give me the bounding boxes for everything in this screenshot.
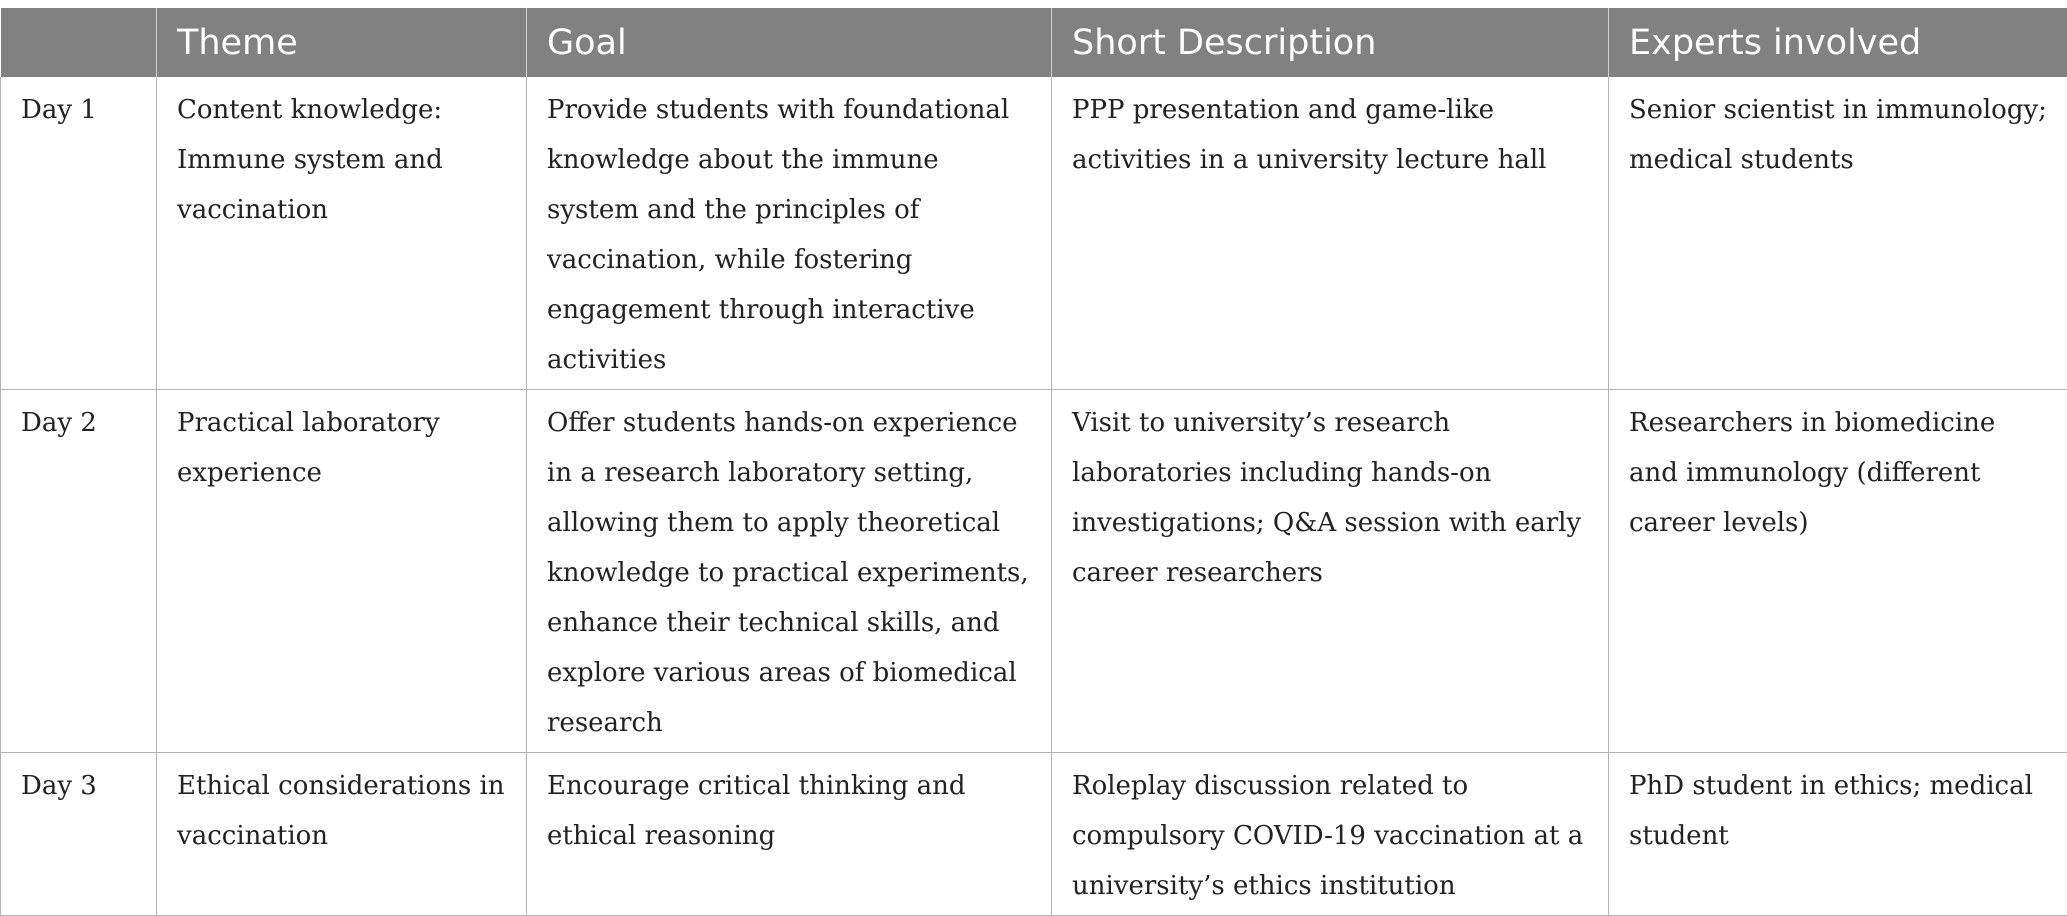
header-goal: Goal [527,8,1052,77]
program-table-container [0,8,2067,916]
table-row [1,753,2067,916]
cell-experts: Senior scientist in immunology; medical students [1609,77,2067,390]
cell-experts: Researchers in biomedicine and immunology (different career levels) [1609,390,2067,753]
header-experts-involved: Experts involved [1609,8,2067,77]
table-row [1,77,2067,390]
cell-goal: Provide students with foundational knowledge about the immune system and the principles of vaccination, while fostering engagement through interactive activities [527,77,1052,390]
cell-description: PPP presentation and game-like activities in a university lecture hall [1052,77,1609,390]
table-row [1,390,2067,753]
header-short-description: Short Description [1052,8,1609,77]
cell-theme: Ethical considerations in vaccination [157,753,527,916]
header-day [1,8,157,77]
cell-description: Roleplay discussion related to compulsory COVID-19 vaccination at a university’s ethics institution [1052,753,1609,916]
program-table [0,8,2067,916]
cell-day: Day 2 [1,390,157,753]
header-theme: Theme [157,8,527,77]
cell-description: Visit to university’s research laboratories including hands-on investigations; Q&A session with early career researchers [1052,390,1609,753]
cell-goal: Encourage critical thinking and ethical reasoning [527,753,1052,916]
cell-experts: PhD student in ethics; medical student [1609,753,2067,916]
cell-day: Day 1 [1,77,157,390]
cell-day: Day 3 [1,753,157,916]
header-row [1,8,2067,77]
cell-goal: Offer students hands-on experience in a research laboratory setting, allowing them to apply theoretical knowledge to practical experiments, enhance their technical skills, and explore various areas of biomedical research [527,390,1052,753]
cell-theme: Practical laboratory experience [157,390,527,753]
cell-theme: Content knowledge: Immune system and vaccination [157,77,527,390]
table-body [1,77,2067,916]
table-header [1,8,2067,77]
